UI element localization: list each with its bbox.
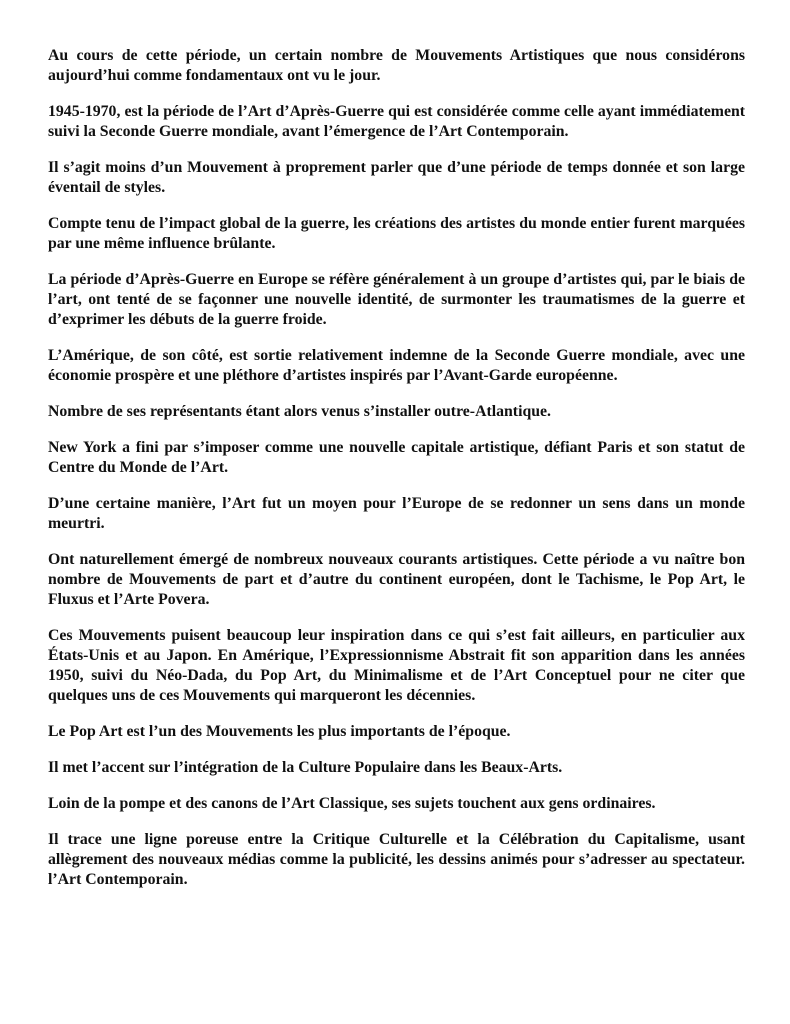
paragraph-8: New York a fini par s’imposer comme une nouvelle capitale artistique, défiant Paris et son statut de Centre du Monde de l’Art. <box>48 439 745 476</box>
document-page <box>48 46 745 906</box>
paragraph-9: D’une certaine manière, l’Art fut un moyen pour l’Europe de se redonner un sens dans un monde meurtri. <box>48 495 745 532</box>
paragraph-11: Ces Mouvements puisent beaucoup leur inspiration dans ce qui s’est fait ailleurs, en particulier aux États-Unis et au Japon. En Amérique, l’Expressionnisme Abstrait fit son apparition dans les années 1950, suivi du Néo-Dada, du Pop Art, du Minimalisme et de l’Art Conceptuel pour ne citer que quelques uns de ces Mouvements qui marqueront les décennies. <box>48 627 745 704</box>
paragraph-4: Compte tenu de l’impact global de la guerre, les créations des artistes du monde entier furent marquées par une même influence brûlante. <box>48 215 745 252</box>
paragraph-1: Au cours de cette période, un certain nombre de Mouvements Artistiques que nous considérons aujourd’hui comme fondamentaux ont vu le jour. <box>48 47 745 84</box>
paragraph-2: 1945-1970, est la période de l’Art d’Après-Guerre qui est considérée comme celle ayant immédiatement suivi la Seconde Guerre mondiale, avant l’émergence de l’Art Contemporain. <box>48 103 745 140</box>
paragraph-7: Nombre de ses représentants étant alors venus s’installer outre-Atlantique. <box>48 403 551 420</box>
paragraph-13: Il met l’accent sur l’intégration de la Culture Populaire dans les Beaux-Arts. <box>48 759 563 776</box>
paragraph-5: La période d’Après-Guerre en Europe se réfère généralement à un groupe d’artistes qui, par le biais de l’art, ont tenté de se façonner une nouvelle identité, de surmonter les traumatismes de la guerre et d’exprimer les débuts de la guerre froide. <box>48 271 745 328</box>
paragraph-14: Loin de la pompe et des canons de l’Art Classique, ses sujets touchent aux gens ordinaires. <box>48 795 656 812</box>
paragraph-6: L’Amérique, de son côté, est sortie relativement indemne de la Seconde Guerre mondiale, avec une économie prospère et une pléthore d’artistes inspirés par l’Avant-Garde européenne. <box>48 347 745 384</box>
paragraph-15: Il trace une ligne poreuse entre la Critique Culturelle et la Célébration du Capitalisme, usant allègrement des nouveaux médias comme la publicité, les dessins animés pour s’adresser au spectateur. l’Art Contemporain. <box>48 831 745 888</box>
paragraph-3: Il s’agit moins d’un Mouvement à proprement parler que d’une période de temps donnée et son large éventail de styles. <box>48 159 745 196</box>
paragraph-12: Le Pop Art est l’un des Mouvements les plus importants de l’époque. <box>48 723 511 740</box>
paragraph-10: Ont naturellement émergé de nombreux nouveaux courants artistiques. Cette période a vu naître bon nombre de Mouvements de part et d’autre du continent européen, dont le Tachisme, le Pop Art, le Fluxus et l’Arte Povera. <box>48 551 745 608</box>
